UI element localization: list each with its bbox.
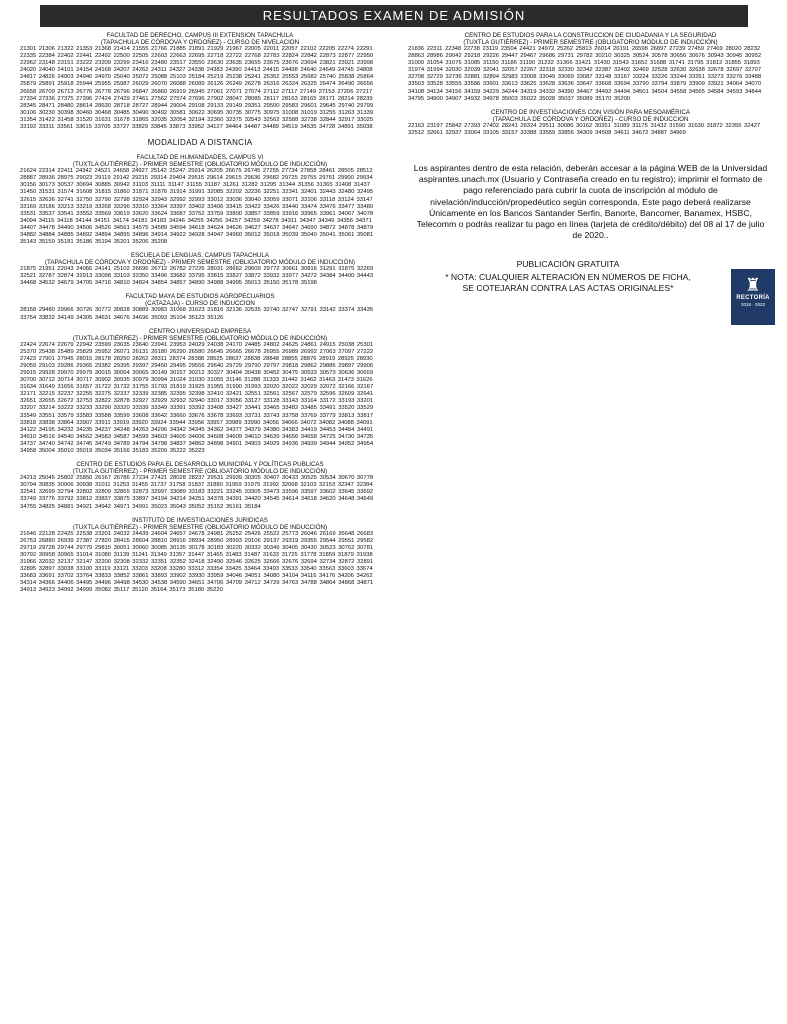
logo-years: 2018 · 2022 xyxy=(740,302,766,308)
results-section xyxy=(20,328,380,456)
rectoria-logo xyxy=(731,269,775,325)
section-title: ESCUELA DE LENGUAS, CAMPUS TAPACHULA xyxy=(131,252,269,260)
section-title: FACULTAD DE DERECHO, CAMPUS III EXTENSION TAPACHULA xyxy=(106,32,294,39)
results-section xyxy=(20,293,380,321)
section-title: FACULTAD DE HUMANIDADES, CAMPUS VI xyxy=(136,154,264,162)
results-section xyxy=(20,154,380,246)
folio-number-list: 21624 22314 22411 24342 24521 24658 24927 25142 25247 25914 26205 26675 26745 27255 27734 27858 28461 28505 28512 28887 28936 28975 29023 29119 29142 29215 29314 29404 29515 29614 29615 29636 29682 29725 29755 29761 29900 29934 30156 30173 30537 30694 30885 30942 31103 31111 31147 31155 31187 31261 31282 31295 31344 31356 31365 31408 31437 31450 31531 31574 31608 31815 31860 31871 31876 31914 31991 32085 32202 32236 32251 32341 32401 32443 32480 32495 32615 32636 32741 32750 32790 32798 32924 32943 32992 32993 33012 33036 33040 33059 33071 33106 33118 33124 33147 33169 33186 33213 33219 33268 33296 33310 33364 33397 33402 33406 33415 33422 33426 33440 33474 33476 33477 33480 33531 33537 33541 33552 33569 33619 33620 33624 33687 33752 33759 33800 33857 33859 33916 33965 33961 34067 34078 34094 34115 34118 34144 34151 34174 34181 34183 34246 34255 34256 34257 34259 34278 34311 34347 34349 34356 34371 34407 34478 34490 34506 34526 34561 34575 34589 34594 34618 34624 34626 34627 34637 34647 34690 34872 34878 34879 34882 34884 34885 34892 34894 34895 34896 34914 34922 34928 34947 34960 35012 35018 35039 35040 35041 35061 35081 35143 35159 35181 35186 35194 35201 35206 35208 xyxy=(20,168,374,246)
section-title: CENTRO UNIVERSIDAD EMPRESA xyxy=(148,327,252,335)
section-title: MODALIDAD A DISTANCIA xyxy=(147,138,253,148)
publication-note-line1: * NOTA: CUALQUIER ALTERACIÓN EN NÚMEROS DE FICHA, xyxy=(445,272,691,283)
results-section xyxy=(20,137,380,148)
results-section xyxy=(20,252,380,287)
logo-label: RECTORÍA xyxy=(736,295,770,302)
folio-number-list: 22424 22674 22679 22942 23599 23635 23640 23941 23953 24029 24038 24170 24485 24802 24625 24861 24915 25038 25301 25370 25438 25489 25829 25952 26071 26131 26180 26290 26580 26645 26665 26678 26955 26989 26992 27063 27097 27222 27423 27901 27945 28015 28178 28250 28262 28311 28374 28388 28525 28637 28838 28848 28855 28876 28919 28925 28930 29059 29103 29286 29365 29382 29395 29397 29450 29495 29556 29640 29729 29790 29797 29818 29862 29886 29897 29906 29915 29928 29970 29979 30015 30064 30065 30149 30157 30212 30327 30404 30438 30452 30475 30533 30573 30636 30659 30700 30712 30714 30717 30902 30935 30979 30994 31024 31030 31055 31146 31288 31333 31442 31462 31463 31473 31626 31634 31649 31656 31657 31722 31732 31755 31793 31819 31925 31955 31990 31993 32020 32022 32029 32072 32166 32167 32171 32215 32237 32255 32275 32337 32339 32385 32395 32398 32410 32421 32551 32561 32567 32579 32596 32609 32641 32651 32655 32672 32753 32822 32878 32927 32929 32932 32940 33017 33056 33127 33128 33143 33164 33172 33193 33201 33207 33214 33222 33233 33290 33320 33339 33349 33391 33392 33408 33427 33441 33465 33482 33485 33491 33520 33529 33549 33551 33579 33583 33588 33599 33608 33642 33660 33676 33678 33693 33731 33743 33758 33769 33779 33813 33817 33818 33838 33864 33907 33911 33919 33920 33924 33944 33956 33957 33989 33990 34056 34066 34072 34082 34088 34091 34122 34195 34232 34235 34237 34248 34263 34296 34342 34345 34362 34377 34379 34380 34383 34419 34453 34484 34491 34510 34516 34540 34562 34583 34587 34599 34603 34605 34606 34608 34609 34610 34639 34656 34658 34725 34730 34735 34737 34740 34742 34745 34749 34789 34794 34798 34837 34862 34898 34901 34903 34929 34936 34939 34944 34952 34954 34958 35004 35010 35019 35034 35166 35183 35209 35222 35223 xyxy=(20,341,374,455)
section-title: (TAPACHULA DE CÓRDOVA Y ORDOÑEZ) - CURSO DE INDUCCION xyxy=(492,115,689,123)
publication-block xyxy=(408,259,773,308)
folio-number-list: 21836 22311 22348 22738 23119 23504 24421 24972 25262 25813 26014 26191 26598 26897 27239 27459 27469 28020 28232 28863 28986 29042 29218 29226 29447 29467 29686 29731 29782 30210 30325 30524 30578 30656 30676 30943 30945 30952 31000 31054 31076 31085 31150 31186 31190 31232 31366 31421 31430 31543 31652 31688 31741 31795 31812 31855 31893 31974 31994 32030 32039 32041 32057 32267 32318 32330 32342 32387 32402 32469 32528 32630 32638 32678 32697 32707 32708 32729 32736 32881 32894 32983 33008 33049 33069 33087 33148 33167 33224 33226 33244 33261 33273 33276 33488 33503 33528 33555 33586 33601 33613 33625 33628 33636 33647 33668 33694 33790 33794 33879 33909 33921 34064 34070 34108 34134 34156 34159 34229 34244 34319 34332 34390 34467 34492 34494 34501 34504 34558 34565 34584 34593 34844 34795 34900 34907 34932 34978 35003 35022 35028 35037 35089 35170 35200 xyxy=(408,46,762,102)
results-section xyxy=(20,461,380,510)
folio-number-list: 21875 21951 22043 24066 24141 25102 26696 26712 26782 27226 28031 28662 29609 29772 30661 30816 31291 31875 32269 32521 32787 32874 32913 33098 33103 33350 33496 33682 33795 33815 33827 33872 33932 33977 34272 34384 34400 34443 34468 34532 34679 34705 34716 34810 34824 34854 34857 34890 34988 34995 35013 35150 35178 35198 xyxy=(20,266,374,287)
right-column xyxy=(408,32,773,308)
left-column xyxy=(20,32,380,600)
right-sections xyxy=(408,32,773,137)
page-title: RESULTADOS EXAMEN DE ADMISIÓN xyxy=(40,5,748,27)
folio-number-list: 21301 21306 21322 21353 21368 21414 21555 21766 21885 21891 21929 21967 22005 22011 22057 22102 22205 22274 22291 22335 22384 22402 22441 22492 22500 22505 22603 22663 22695 22718 22722 22768 22783 22824 22842 22873 22877 22950 22962 23148 23151 23222 23209 23299 23416 23480 23517 23550 23630 23635 23655 23675 23676 23694 23821 23921 23998 24020 24040 24101 24154 24168 24207 24262 24311 24327 24338 24383 24390 24413 24415 24498 24640 24649 24745 24808 24817 24826 24903 24940 24970 25040 25072 25088 25103 25184 25219 25238 25241 25352 25553 25682 25740 25838 25864 25879 25891 25918 25944 25955 25987 26029 26070 26088 26089 26126 26249 26278 26316 26324 26325 26474 26490 26656 26658 26709 26713 26776 26778 26796 26847 26860 26919 26945 27061 27071 27074 27112 27117 27149 27153 27206 27217 27334 27336 27375 27396 27424 27429 27461 27562 27574 27696 27902 28047 28085 28117 28163 28165 28171 28214 28239 28345 28471 28480 28614 28630 28718 28727 28944 29004 29108 29133 29149 29351 29500 29583 29601 29645 29740 29799 30106 30230 30398 30460 30468 30485 30490 30492 30581 30622 30695 30735 30775 30975 31008 31019 31255 31263 31339 31354 31422 31458 31520 31631 31678 31865 32035 32054 32194 32360 32375 32543 32562 32588 32738 32844 32917 33025 33192 33311 33561 33615 33705 33727 33829 33845 33873 33952 34127 34464 34487 34489 34519 34535 34728 34891 35038 xyxy=(20,46,374,131)
section-title: CENTRO DE ESTUDIOS PARA EL DESARROLLO MUNICIPAL Y POLÍTICAS PUBLICAS xyxy=(76,461,324,469)
section-title: CENTRO DE INVESTIGACIONES CON VISIÓN PARA MESOAMÉRICA xyxy=(491,108,690,116)
folio-number-list: 22163 23197 25842 27393 27402 28241 28324 29511 30086 30162 30351 31089 31175 31432 31590 31630 31872 32355 32427 32512 32661 32937 33064 33105 33157 33388 33559 33856 34309 34508 34611 34672 34887 34969 xyxy=(408,122,761,136)
results-section xyxy=(20,32,380,131)
publication-free: PUBLICACIÓN GRATUITA xyxy=(516,259,620,270)
section-title: (TUXTLA GUTIÉRREZ) - PRIMER SEMESTRE (OBLIGATORIO MÓDULO DE INDUCCIÓN) xyxy=(72,334,328,342)
section-title: CENTRO DE ESTUDIOS PARA LA CONSTRUCCION DE CIUDADANIA Y LA SEGURIDAD xyxy=(464,32,717,39)
folio-number-list: 28158 29480 29966 30726 30772 30828 30889 30983 31068 31623 31816 32136 32535 32740 32747 32791 33142 33374 33435 33754 33832 34149 34305 34631 34676 34696 35093 35104 35123 35126 xyxy=(20,307,374,321)
section-title: (CATAZAJA) - CURSO DE INDUCCION xyxy=(145,300,255,308)
folio-number-list: 24213 25045 25802 25850 26167 26786 27234 27421 28028 28237 29531 29939 30305 30407 30433 30525 30534 30670 30778 30794 30835 30906 30938 31011 31253 31455 31737 31758 31837 31880 31959 31975 31992 32068 32103 32153 32347 32384 32541 32699 32794 32802 32809 32865 32873 32997 33089 33183 33221 33245 33305 33473 33596 33597 33602 33645 33692 33749 33776 33792 33812 33837 33875 33897 34194 34214 34251 34378 34391 34420 34545 34614 34618 34620 34648 34649 34755 34825 34881 34921 34942 34971 34991 35023 35043 35052 35152 35161 35184 xyxy=(20,475,374,510)
section-title: (TUXTLA GUTIÉRREZ) - PRIMER SEMESTRE (OBLIGATORIO MÓDULO DE INDUCCIÓN) xyxy=(72,468,328,476)
publication-note-line2: SE COTEJARÁN CONTRA LAS ACTAS ORIGINALES* xyxy=(462,283,674,294)
results-section xyxy=(408,109,773,137)
folio-number-list: 21646 22128 22425 22538 23201 24032 24439 24604 24657 24678 24981 25252 25426 25522 25773 26046 26169 26648 26683 26753 26880 26939 27387 27820 28415 28604 28810 28916 28934 28950 28993 29106 29137 29319 29355 29544 29551 29582 29719 29728 29744 29779 29815 30051 30060 30085 30135 30178 30183 30220 30332 30349 30405 30430 30523 30762 30781 30792 30958 30965 31014 31080 31139 31241 31349 31357 31447 31465 31483 31487 31633 31725 31778 31859 31879 31938 31966 32032 32137 32147 32200 32308 32332 32351 32352 32418 32490 32546 32625 32666 32676 32694 32734 32872 32891 32895 32897 33038 33100 33119 33121 33203 33208 33280 33312 33354 33425 33464 33493 33533 33540 33563 33603 33674 33683 33691 33702 33764 33833 33852 33861 33893 33902 33930 33959 34046 34051 34080 34104 34116 34176 34206 34262 34314 34366 34406 34495 34496 34498 34530 34538 34590 34651 34706 34709 34712 34729 34763 34788 34864 34868 34871 34913 34923 34992 34999 35082 35117 35120 35164 35173 35180 35220 xyxy=(20,530,374,594)
section-title: (TAPACHULA DE CÓRDOVA Y ORDOÑEZ) - CURSO DE NIVELACION xyxy=(100,39,300,46)
publication-notice xyxy=(418,259,718,294)
section-title: (TUXTLA GUTIÉRREZ) - PRIMER SEMESTRE (OBLIGATORIO MÓDULO DE INDUCCIÓN) xyxy=(72,523,328,531)
section-title: (TAPACHULA DE CÓRDOVA Y ORDOÑEZ) - PRIMER SEMESTRE (OBLIGATORIO MÓDULO DE INDUCCIÓN) xyxy=(45,259,355,267)
section-title: FACULTAD MAYA DE ESTUDIOS AGROPECUARIOS xyxy=(125,293,275,301)
results-section xyxy=(20,517,380,595)
section-title: (TUXTLA GUTIÉRREZ) - PRIMER SEMESTRE (OBLIGATORIO MÓDULO DE INDUCCIÓN) xyxy=(72,161,328,169)
university-crest-icon: ♜ xyxy=(744,275,762,296)
section-title: INSTITUTO DE INVESTIGACIONES JURIDICAS xyxy=(132,516,268,524)
results-section xyxy=(408,32,773,103)
payment-instructions: Los aspirantes dentro de esta relación, deberán accesar a la página WEB de la Universidad aspirantes.unach.mx (Usuario y Contraseña creado en tu registro); imprimir el formato de pago referenciado para cubrir la cuota de inscripción al módulo de nivelación/inducción/propedéutico según corresponda. Este pago deberá realizarse Únicamente en los Bancos Santander Serfin, Banorte, Bancomer, Banamex, HSBC, Telecomm o podrás realizar tu pago en línea (tarjeta de crédito/débito) del 08 al 17 de julio de 2020.. xyxy=(413,162,768,241)
section-title: (TUXTLA GUTIÉRREZ) - PRIMER SEMESTRE (OBLIGATORIO MÓDULO DE INDUCCIÓN) xyxy=(463,39,718,46)
